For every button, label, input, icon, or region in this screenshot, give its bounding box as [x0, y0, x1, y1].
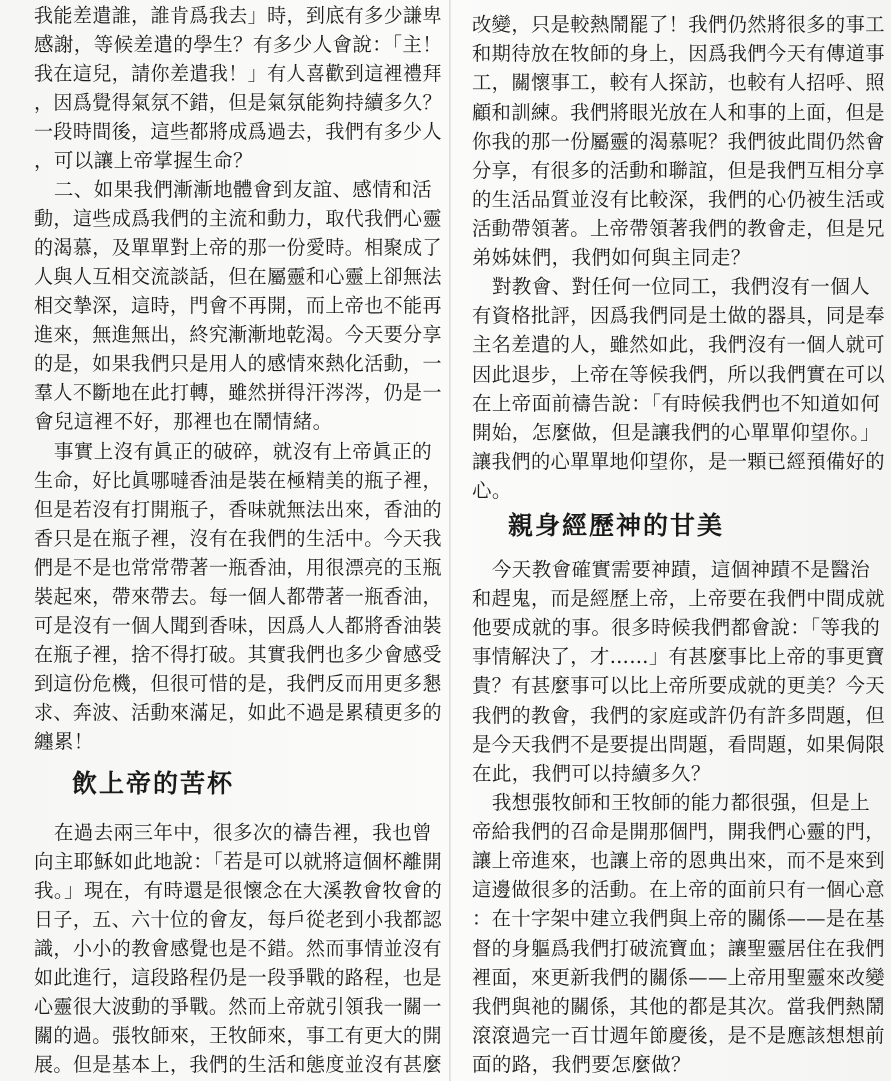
- text-line: 我在這兒，請你差遣我！」有人喜歡到這裡禮拜: [34, 61, 442, 85]
- text-line: 貴？有甚麼事可以比上帝所要成就的更美？今天: [472, 674, 885, 698]
- text-line: 心。: [472, 479, 512, 503]
- text-line: 會兒這裡不好，那裡也在鬧情緒。: [34, 409, 333, 433]
- text-line: 們是不是也常常帶著一瓶香油，用很漂亮的玉瓶: [34, 556, 442, 580]
- text-line: 滾滾過完一百廿週年節慶後，是不是應該想想前: [472, 1023, 885, 1047]
- text-line: 有資格批評，因爲我們同是土做的器具，同是奉: [472, 304, 885, 328]
- text-line: 在過去兩三年中，很多次的禱告裡，我也曾: [34, 821, 433, 845]
- text-line: 相交摯深，這時，門會不再開，而上帝也不能再: [34, 293, 442, 317]
- text-line: 分享，有很多的活動和聯誼，但是我們互相分享: [472, 158, 885, 182]
- text-line: 今天教會確實需要神蹟，這個神蹟不是醫治: [472, 557, 871, 581]
- text-line: 二、如果我們漸漸地體會到友誼、感情和活: [34, 177, 433, 201]
- text-line: 是今天我們不是要提出問題，看問題，如果侷限: [472, 732, 885, 756]
- text-line: 這邊做很多的活動。在上帝的面前只有一個心意: [472, 878, 885, 902]
- text-line: 向主耶穌如此地說：「若是可以就將這個杯離開: [34, 850, 443, 874]
- text-line: 我們的教會，我們的家庭或許仍有許多問題，但: [472, 703, 885, 727]
- text-line: 在上帝面前禱告說：「有時候我們也不知道如何: [472, 391, 881, 415]
- text-line: 羣人不斷地在此打轉，雖然拼得汗涔涔，仍是一: [34, 380, 442, 404]
- text-line: 改變，只是較熱鬧罷了！我們仍然將很多的事工: [472, 13, 885, 37]
- text-line: 進來，無進無出，終究漸漸地乾渴。今天要分享: [34, 322, 442, 346]
- section-heading: 親身經歷神的甘美: [508, 511, 725, 540]
- text-line: 香只是在瓶子裡，沒有在我們的生活中。今天我: [34, 527, 442, 551]
- text-line: 在此，我們可以持續多久？: [472, 761, 711, 785]
- text-line: 纏累！: [34, 730, 94, 754]
- text-line: 顧和訓練。我們將眼光放在人和事的上面，但是: [472, 100, 885, 124]
- text-line: 動，這些成爲我們的主流和動力，取代我們心靈: [34, 206, 442, 230]
- text-line: 我能差遣誰，誰肯爲我去」時，到底有多少謙卑: [34, 3, 442, 27]
- text-line: ，可以讓上帝掌握生命？: [34, 148, 253, 172]
- text-line: 我想張牧師和王牧師的能力都很强，但是上: [472, 790, 871, 814]
- text-line: 我們與祂的關係，其他的都是其次。當我們熱鬧: [472, 994, 885, 1018]
- text-line: 到這份危機，但很可惜的是，我們反而用更多懇: [34, 672, 442, 696]
- text-line: 讓我們的心單單地仰望你，是一顆已經預備好的: [472, 449, 885, 473]
- text-line: 日子，五、六十位的會友，每戶從老到小我都認: [34, 908, 442, 932]
- text-line: 的是，如果我們只是用人的感情來熱化活動，一: [34, 351, 442, 375]
- text-line: 對教會、對任何一位同工，我們沒有一個人: [472, 275, 871, 299]
- text-line: 可是沒有一個人聞到香味，因爲人人都將香油裝: [34, 614, 442, 638]
- text-line: 事情解決了，才……」有甚麼事比上帝的事更寶: [472, 645, 885, 669]
- text-line: 的生活品質並沒有比較深，我們的心仍被生活或: [472, 187, 885, 211]
- text-line: 展。但是基本上，我們的生活和態度並沒有甚麼: [34, 1053, 442, 1076]
- text-line: 的渴慕，及單單對上帝的那一份愛時。相聚成了: [34, 235, 442, 259]
- text-line: 開始，怎麼做，但是讓我們的心單單仰望你。」: [472, 420, 881, 444]
- text-line: 一段時間後，這些都將成爲過去，我們有多少人: [34, 119, 442, 143]
- text-line: 活動帶領著。上帝帶領著我們的教會走，但是兄: [472, 216, 885, 240]
- section-heading: 飲上帝的苦杯: [72, 768, 235, 798]
- text-line: 感謝，等候差遣的學生？有多少人會說：「主！: [34, 32, 443, 56]
- text-line: 識，小小的教會感覺也是不錯。然而事情並沒有: [34, 937, 442, 961]
- text-line: 心靈很大波動的爭戰。然而上帝就引領我一關一: [34, 995, 442, 1019]
- text-line: 弟姊妹們，我們如何與主同走？: [472, 246, 751, 270]
- text-line: 面的路，我們要怎麼做？: [472, 1053, 691, 1076]
- text-line: 事實上沒有眞正的破碎，就沒有上帝眞正的: [34, 440, 433, 464]
- text-line: 但是若沒有打開瓶子，香味就無法出來，香油的: [34, 498, 442, 522]
- text-line: 關的過。張牧師來，王牧師來，事工有更大的開: [34, 1024, 442, 1047]
- text-line: 求、奔波、活動來滿足，如此不過是累積更多的: [34, 701, 442, 725]
- text-line: 如此進行，這段路程仍是一段爭戰的路程，也是: [34, 966, 442, 990]
- text-line: 因此退步，上帝在等候我們，所以我們實在可以: [472, 362, 885, 386]
- text-line: 和趕鬼，而是經歷上帝，上帝要在我們中間成就: [472, 587, 885, 611]
- text-line: 督的身軀爲我們打破流寶血；讓聖靈居住在我們: [472, 936, 885, 960]
- text-line: 帝給我們的召命是開那個門，開我們心靈的門，: [472, 820, 885, 844]
- text-line: 生命，好比眞哪噠香油是裝在極精美的瓶子裡，: [34, 469, 442, 493]
- text-line: 裝起來，帶來帶去。每一個人都帶著一瓶香油，: [34, 585, 442, 609]
- text-line: 和期待放在牧師的身上，因爲我們今天有傳道事: [472, 42, 885, 66]
- text-line: 你我的那一份屬靈的渴慕呢？我們彼此間仍然會: [472, 129, 885, 153]
- text-line: 工，關懷事工，較有人探訪，也較有人招呼、照: [472, 71, 885, 95]
- text-line: 我。」現在，有時還是很懷念在大溪教會牧會的: [34, 879, 443, 903]
- text-line: 裡面，來更新我們的關係——上帝用聖靈來改變: [472, 965, 885, 989]
- text-line: 讓上帝進來，也讓上帝的恩典出來，而不是來到: [472, 849, 885, 873]
- text-line: 主名差遣的人，雖然如此，我們沒有一個人就可: [472, 333, 885, 357]
- text-line: 人與人互相交流談話，但在屬靈和心靈上卻無法: [34, 264, 442, 288]
- text-line: 他要成就的事。很多時候我們都會說：「等我的: [472, 616, 881, 640]
- column-gutter: [449, 0, 451, 1081]
- text-line: 在瓶子裡，捨不得打破。其實我們也多少會感受: [34, 643, 442, 667]
- text-line: ，因爲覺得氣氛不錯，但是氣氛能夠持續多久？: [34, 90, 442, 114]
- text-line: ：在十字架中建立我們與上帝的關係——是在基: [472, 907, 885, 931]
